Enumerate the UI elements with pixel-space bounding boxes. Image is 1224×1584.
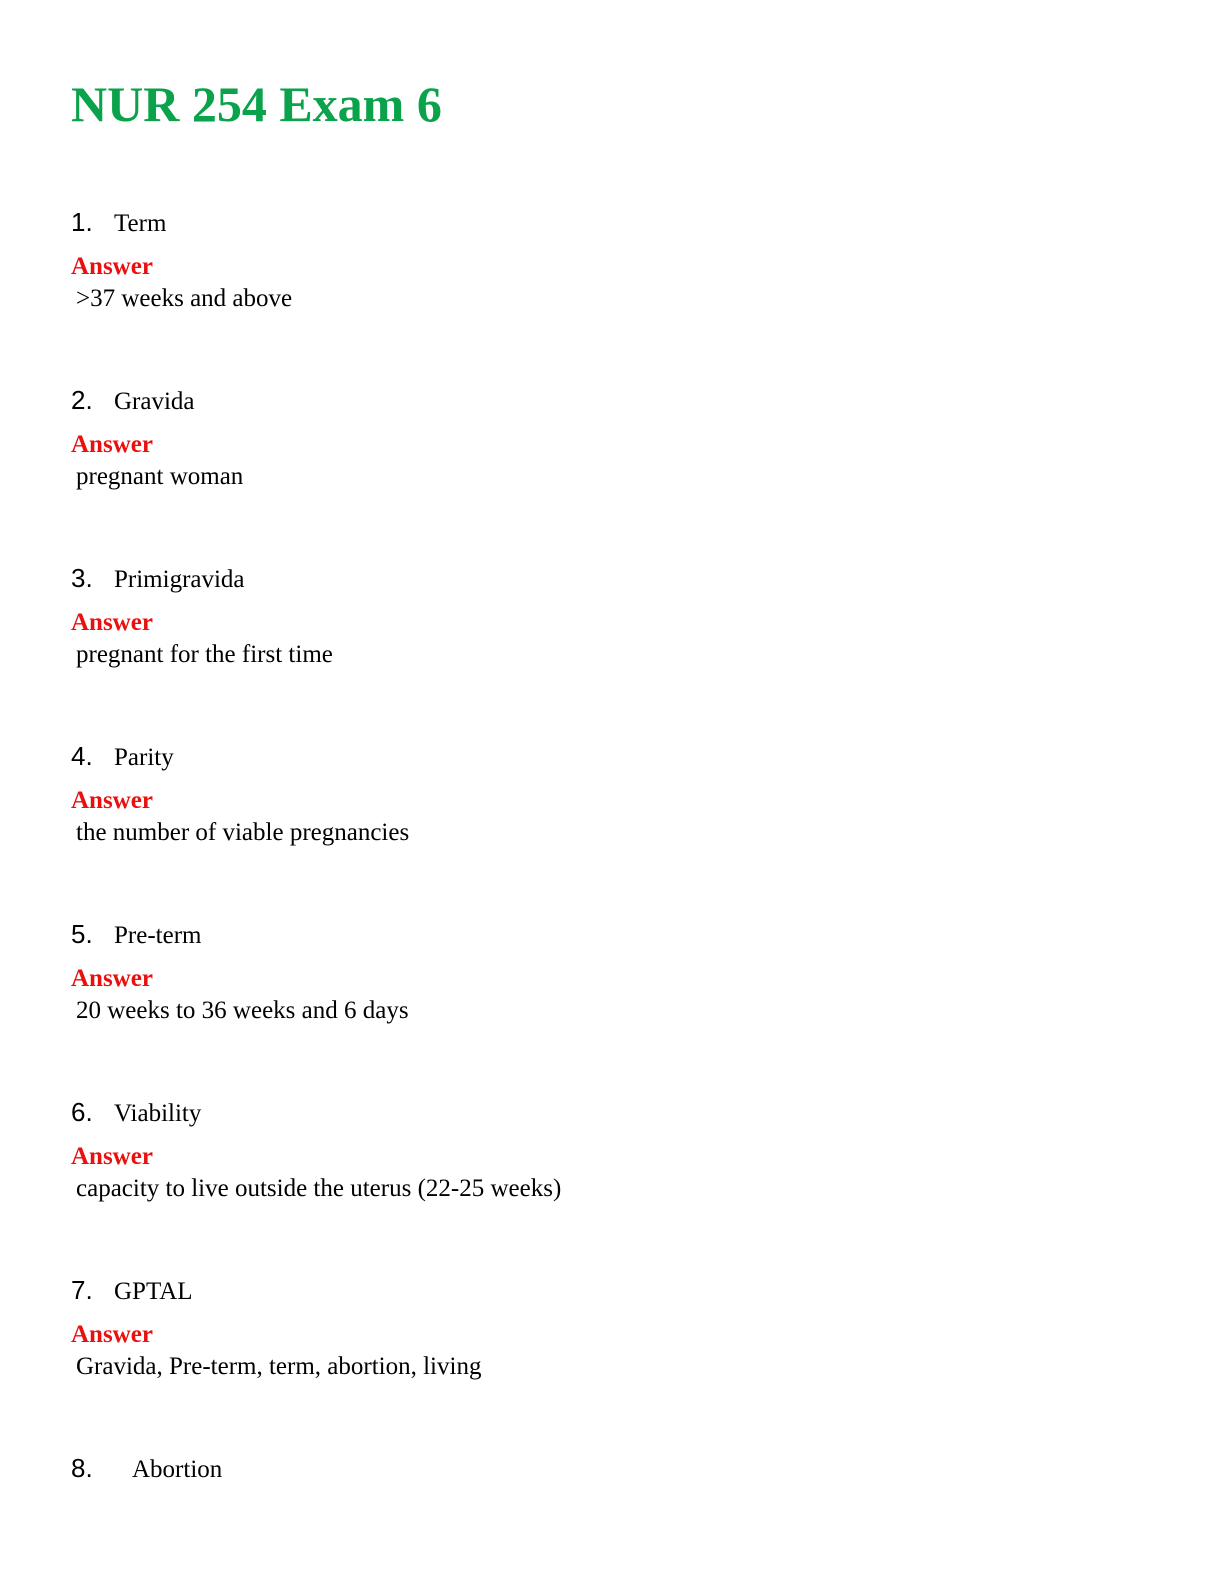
question-term: Primigravida (114, 566, 245, 593)
answer-text: >37 weeks and above (76, 285, 293, 312)
answer-text: pregnant woman (76, 463, 244, 490)
question-number: 2. (71, 385, 93, 415)
question-line (71, 558, 1151, 598)
question-item (71, 1448, 1151, 1488)
answer-label: Answer (71, 431, 153, 458)
question-item (71, 1270, 1151, 1380)
question-line (71, 914, 1151, 954)
question-line (71, 1448, 1151, 1488)
question-term: Term (114, 210, 167, 237)
question-item (71, 202, 1151, 312)
answer-label: Answer (71, 253, 153, 280)
question-number: 6. (71, 1097, 93, 1127)
answer-text: 20 weeks to 36 weeks and 6 days (76, 997, 409, 1024)
question-item (71, 558, 1151, 668)
page-title: NUR 254 Exam 6 (71, 76, 442, 132)
question-item (71, 1092, 1151, 1202)
question-term: Gravida (114, 388, 195, 415)
question-number: 3. (71, 563, 93, 593)
question-line (71, 1270, 1151, 1310)
question-item (71, 914, 1151, 1024)
question-item (71, 736, 1151, 846)
question-number: 1. (71, 207, 93, 237)
answer-label: Answer (71, 787, 153, 814)
answer-text: the number of viable pregnancies (76, 819, 410, 846)
question-line (71, 736, 1151, 776)
question-term: Abortion (132, 1456, 223, 1483)
answer-label: Answer (71, 609, 153, 636)
answer-label: Answer (71, 1143, 153, 1170)
question-line (71, 202, 1151, 242)
question-line (71, 1092, 1151, 1132)
question-number: 4. (71, 741, 93, 771)
question-number: 5. (71, 919, 93, 949)
answer-label: Answer (71, 965, 153, 992)
question-term: Viability (114, 1100, 202, 1127)
question-number: 8. (71, 1453, 93, 1483)
answer-text: pregnant for the first time (76, 641, 333, 668)
question-line (71, 380, 1151, 420)
question-item (71, 380, 1151, 490)
question-number: 7. (71, 1275, 93, 1305)
answer-text: capacity to live outside the uterus (22-25 weeks) (76, 1175, 562, 1202)
question-term: Parity (114, 744, 174, 771)
answer-text: Gravida, Pre-term, term, abortion, living (76, 1353, 482, 1380)
answer-label: Answer (71, 1321, 153, 1348)
question-term: Pre-term (114, 922, 202, 949)
question-term: GPTAL (114, 1278, 193, 1305)
